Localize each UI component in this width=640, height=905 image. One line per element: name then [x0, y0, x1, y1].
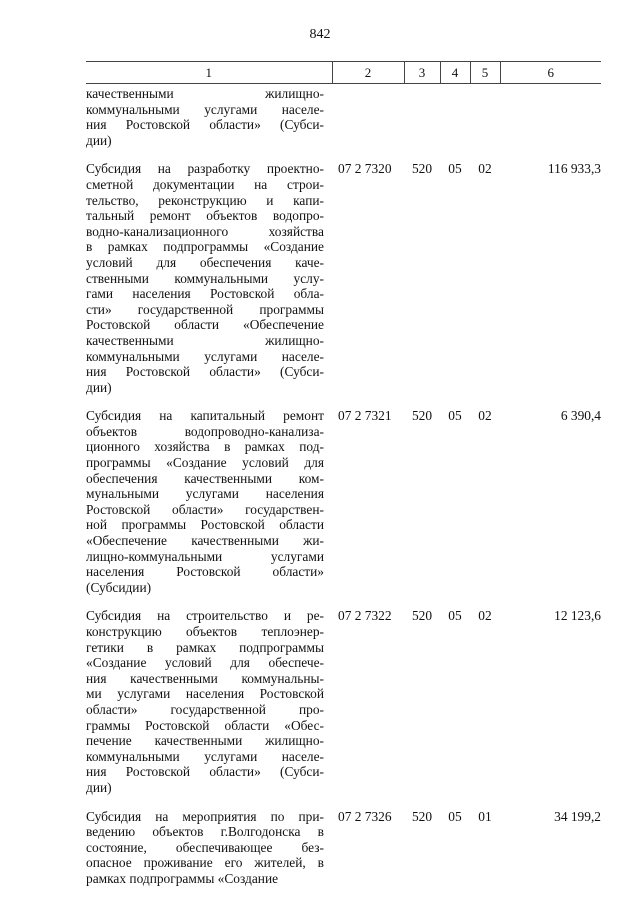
target-code: 07 2 7326: [338, 808, 392, 824]
amount: 34 199,2: [554, 808, 601, 824]
amount: 6 390,4: [560, 408, 601, 424]
description-line: программы «Создание условий для: [86, 455, 324, 471]
section-code: 05: [448, 161, 462, 177]
description-line: населения Ростовской области»: [86, 564, 324, 580]
description-line: «Создание условий для обеспече-: [86, 655, 324, 671]
amount: [500, 84, 601, 149]
description-line: ния качественными коммунальны-: [86, 670, 324, 686]
section-code: 05: [448, 608, 462, 624]
description-line: дии): [86, 379, 112, 395]
column-header-3: 3: [404, 62, 440, 84]
description-line: тельство, реконструкцию и капи-: [86, 192, 324, 208]
subsection-code: [470, 84, 500, 149]
table-header: [86, 62, 601, 84]
description-line: печение качественными жилищно-: [86, 733, 324, 749]
description-line: обеспечения качественными ком-: [86, 470, 324, 486]
row-description: [86, 595, 332, 795]
description-line: объектов водопроводно-канализа-: [86, 423, 324, 439]
description-line: Субсидия на мероприятия по при-: [86, 808, 324, 824]
amount: 12 123,6: [554, 608, 601, 624]
target-code: [332, 84, 404, 149]
section-code: 05: [448, 408, 462, 424]
description-line: сметной документации на строи-: [86, 176, 324, 192]
subsection-code: 02: [478, 408, 492, 424]
description-line: Ростовской области» государствен-: [86, 501, 324, 517]
table-row: [86, 148, 601, 395]
subsection-code: 01: [478, 808, 492, 824]
expense-kind: 520: [411, 408, 433, 424]
column-header-5: 5: [470, 62, 500, 84]
row-description: [86, 395, 332, 595]
description-line: дии): [86, 779, 112, 795]
page-number: 842: [309, 27, 331, 42]
description-line: в рамках подпрограммы «Создание: [86, 239, 324, 255]
description-line: «Обеспечение качественными жи-: [86, 533, 324, 549]
description-line: (Субсидии): [86, 579, 152, 595]
description-line: условий для обеспечения каче-: [86, 254, 324, 270]
row-description: [86, 796, 332, 887]
expense-kind: 520: [411, 608, 433, 624]
row-description: [86, 148, 332, 395]
description-line: качественными жилищно-: [86, 332, 324, 348]
target-code: 07 2 7321: [338, 408, 392, 424]
description-line: ведению объектов г.Волгодонска в: [86, 824, 324, 840]
table-row: [86, 84, 601, 149]
budget-table: [86, 61, 601, 887]
description-line: коммунальными услугами населе-: [86, 101, 324, 117]
description-line: рамках подпрограммы «Создание: [86, 870, 279, 886]
description-line: ния Ростовской области» (Субси-: [86, 364, 324, 380]
description-line: качественными жилищно-: [86, 86, 324, 101]
description-line: ния Ростовской области» (Субси-: [86, 117, 324, 133]
description-line: ционного хозяйства в рамках под-: [86, 439, 324, 455]
expense-kind: 520: [411, 161, 433, 177]
description-line: лищно-коммунальными услугами: [86, 548, 324, 564]
description-line: конструкцию объектов теплоэнер-: [86, 624, 324, 639]
description-line: сти» государственной программы: [86, 301, 324, 317]
section-code: 05: [448, 808, 462, 824]
column-header-4: 4: [440, 62, 470, 84]
description-line: коммунальными услугами населе-: [86, 348, 324, 364]
description-line: опасное проживание его жителей, в: [86, 855, 324, 871]
description-line: гетики в рамках подпрограммы: [86, 639, 324, 655]
target-code: 07 2 7320: [338, 161, 392, 177]
expense-kind: 520: [411, 808, 433, 824]
column-header-6: 6: [500, 62, 601, 84]
description-line: Субсидия на строительство и ре-: [86, 608, 324, 624]
description-line: дии): [86, 132, 112, 148]
description-line: Субсидия на капитальный ремонт: [86, 408, 324, 424]
subsection-code: 02: [478, 161, 492, 177]
description-line: коммунальными услугами населе-: [86, 748, 324, 764]
description-line: граммы Ростовской области «Обес-: [86, 717, 324, 733]
description-line: ми услугами населения Ростовской: [86, 686, 324, 702]
column-header-1: 1: [86, 62, 332, 84]
table-row: [86, 796, 601, 887]
table-row: [86, 595, 601, 795]
column-header-2: 2: [332, 62, 404, 84]
description-line: ственными коммунальными услу-: [86, 270, 324, 286]
description-line: Субсидия на разработку проектно-: [86, 161, 324, 177]
description-line: состояние, обеспечивающее без-: [86, 839, 324, 855]
table-row: [86, 395, 601, 595]
section-code: [440, 84, 470, 149]
amount: 116 933,3: [547, 161, 601, 177]
subsection-code: 02: [478, 608, 492, 624]
description-line: ния Ростовской области» (Субси-: [86, 764, 324, 780]
description-line: водно-канализационного хозяйства: [86, 223, 324, 239]
description-line: гами населения Ростовской обла-: [86, 286, 324, 302]
description-line: Ростовской области «Обеспечение: [86, 317, 324, 333]
description-line: тальный ремонт объектов водопро-: [86, 208, 324, 224]
description-line: ной программы Ростовской области: [86, 517, 324, 533]
description-line: мунальными услугами населения: [86, 486, 324, 502]
description-line: области» государственной про-: [86, 701, 324, 717]
expense-kind: [404, 84, 440, 149]
target-code: 07 2 7322: [338, 608, 392, 624]
row-description: [86, 84, 332, 149]
